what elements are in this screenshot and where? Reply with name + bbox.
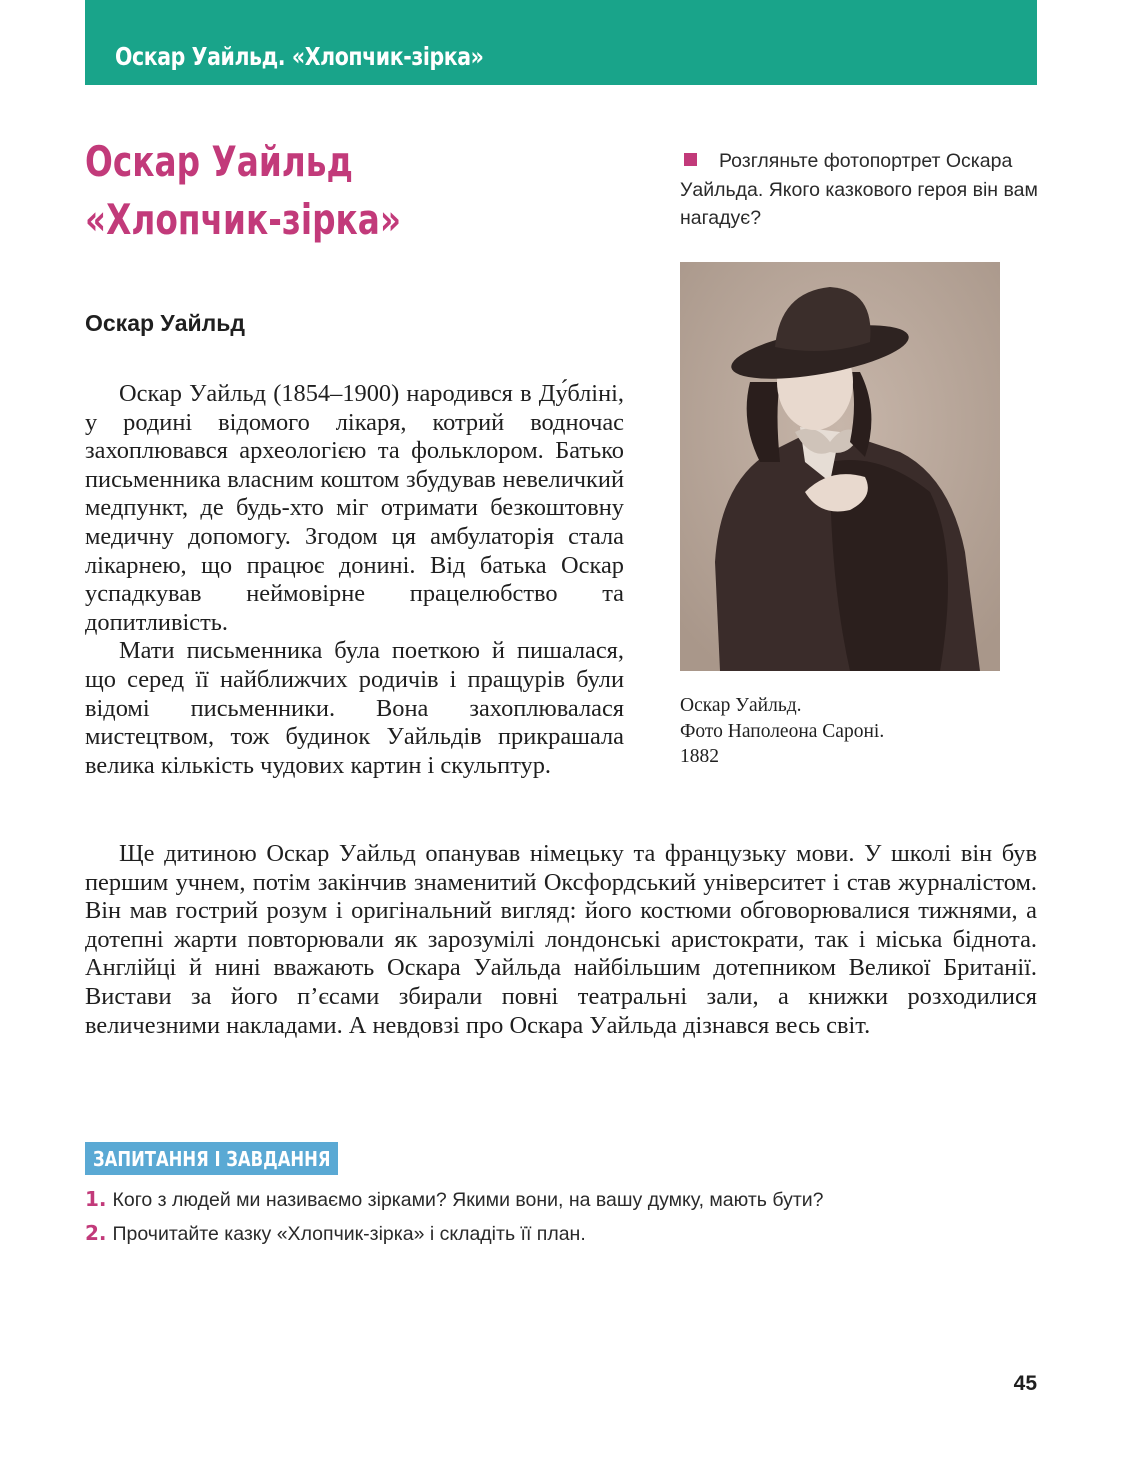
caption-line-3: 1882 <box>680 746 719 767</box>
portrait-photo <box>680 262 1000 671</box>
body-text-narrow <box>85 380 624 780</box>
question-number: 1. <box>85 1187 107 1211</box>
body-text-wide <box>85 840 1037 1040</box>
chapter-title <box>85 133 401 249</box>
body-paragraph-1: Оскар Уайльд (1854–1900) народився в Ду́бліні, у родині відомого лікаря, котрий водночас захоплювався археологією та фольклором. Батько письменника власним коштом збудував невеличкий медпункт, де будь-хто міг отримати безкоштовну медичну допомогу. Згодом ця амбулаторія стала лікарнею, що працює донині. Від батька Оскар успадкував неймовірне працелюбство та допитливість. <box>85 380 624 636</box>
questions-label-text: ЗАПИТАННЯ І ЗАВДАННЯ <box>93 1147 331 1171</box>
caption-line-2: Фото Наполеона Сароні. <box>680 720 885 742</box>
question-text: Кого з людей ми називаємо зірками? Якими вони, на вашу думку, мають бути? <box>112 1189 824 1211</box>
bullet-square-icon <box>684 153 697 166</box>
section-heading: Оскар Уайльд <box>85 310 246 336</box>
body-paragraph-3: Ще дитиною Оскар Уайльд опанував німецьку та французьку мови. У школі він був першим учнем, потім закінчив знаменитий Оксфордський університет і став журналістом. Він мав гострий розум і оригінальний вигляд: його костюми обговорювалися тижнями, а дотепні жарти повторювали як зарозумілі лондонські аристократи, так і міська біднота. Англійці й нині вважають Оскара Уайльда найбільшим дотепником Великої Британії. Вистави за його п’єсами збирали повні театральні зали, а книжки розходилися величезними накладами. А невдовзі про Оскара Уайльда дізнався весь світ. <box>85 840 1037 1039</box>
questions-label <box>85 1142 338 1175</box>
running-header-title: Оскар Уайльд. «Хлопчик-зірка» <box>115 42 484 71</box>
page-number: 45 <box>1013 1372 1037 1395</box>
page-header-bar <box>85 0 1037 85</box>
question-item-2 <box>85 1221 586 1246</box>
photo-prompt-text: Розгляньте фотопортрет Оскара Уайльда. Якого казкового героя він вам нагадує? <box>680 150 1038 229</box>
photo-prompt <box>680 147 1050 233</box>
photo-caption <box>680 693 1020 770</box>
caption-line-1: Оскар Уайльд. <box>680 695 802 716</box>
portrait-illustration <box>680 262 1000 671</box>
question-item-1 <box>85 1187 824 1212</box>
chapter-title-line-1: Оскар Уайльд <box>85 137 353 186</box>
question-text: Прочитайте казку «Хлопчик-зірка» і складіть її план. <box>112 1223 586 1245</box>
question-number: 2. <box>85 1221 107 1245</box>
body-paragraph-2: Мати письменника була поеткою й пишалася, що серед її найближчих родичів і пращурів були відомі письменники. Вона захоплювалася мистецтвом, тож будинок Уайльдів прикрашала велика кількість чудових картин і скульптур. <box>85 637 624 779</box>
chapter-title-line-2: «Хлопчик-зірка» <box>85 195 402 244</box>
